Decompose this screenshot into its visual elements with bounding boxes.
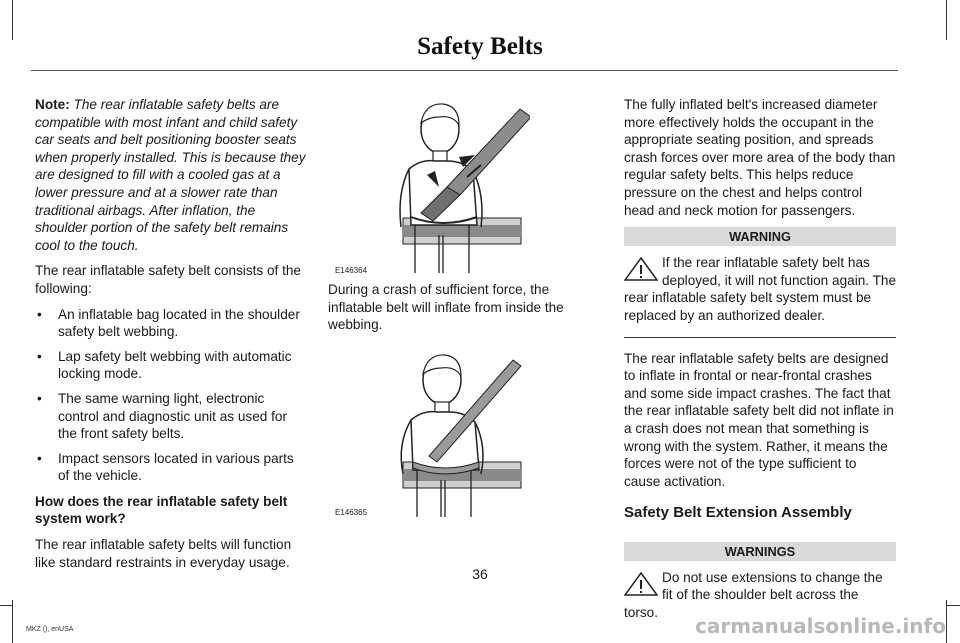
crop-mark <box>946 600 947 643</box>
warnings-text: Do not use extensions to change the fit of the shoulder belt across the torso. <box>624 569 883 621</box>
warning-block <box>624 254 896 324</box>
section-heading: Safety Belt Extension Assembly <box>624 504 852 522</box>
crop-mark <box>946 0 947 40</box>
crash-paragraph: During a crash of sufficient force, the inflatable belt will inflate from inside the webbing. <box>328 282 564 333</box>
warning-heading: WARNING <box>624 227 896 246</box>
page-number: 36 <box>472 566 488 582</box>
watermark: carmanualsonline.info <box>695 614 946 638</box>
figure-code: E146365 <box>335 508 368 517</box>
list-item: • Impact sensors located in various parts of the vehicle. <box>35 450 307 485</box>
crop-mark <box>946 605 960 606</box>
figure-code: E146364 <box>335 266 368 275</box>
warnings-heading: WARNINGS <box>624 542 896 561</box>
child-inflated-belt-illustration <box>335 95 530 275</box>
list-item: • The same warning light, electronic control and diagnostic unit as used for the front safety belts. <box>35 390 307 443</box>
warning-text: If the rear inflatable safety belt has deployed, it will not function again. The rear inflatable safety belt system must be replaced by an authorized dealer. <box>624 255 897 323</box>
question-heading: How does the rear inflatable safety belt system work? <box>35 493 288 527</box>
note-text: The rear inflatable safety belts are compatible with most infant and child safety car seats and belt positioning booster seats when properly installed. This is because they are designed to fill with a cooled gas at a lower pressure and at a slower rate than traditional airbags. After inflation, the shoulder portion of the safety belt remains cool to the touch. <box>35 97 306 253</box>
page-title: Safety Belts <box>417 33 543 60</box>
header-divider <box>31 70 898 71</box>
crop-mark <box>12 0 13 40</box>
crop-mark <box>0 605 12 606</box>
list-item: • An inflatable bag located in the shoulder safety belt webbing. <box>35 306 307 341</box>
warning-divider <box>624 337 896 338</box>
inflation-paragraph: The rear inflatable safety belts are designed to inflate in frontal or near-frontal crashes and some side impact crashes. The fact that the rear inflatable safety belt did not inflate in a crash does not mean that something is wrong with the system. Rather, it means the forces were not of the type sufficient to cause activation. <box>624 350 894 489</box>
child-normal-belt-illustration <box>335 352 530 517</box>
note-paragraph <box>35 96 307 254</box>
list-item: • Lap safety belt webbing with automatic locking mode. <box>35 348 307 383</box>
right-column <box>624 96 896 622</box>
figure-belt-inflated <box>335 95 530 275</box>
warning-triangle-icon <box>624 257 658 281</box>
document-code: MKZ (), enUSA <box>26 626 74 633</box>
note-label: Note: <box>35 97 70 112</box>
figure-belt-worn <box>335 352 530 517</box>
crop-mark <box>12 600 13 643</box>
components-list <box>35 306 307 485</box>
left-column <box>35 96 307 579</box>
diameter-paragraph: The fully inflated belt's increased diameter more effectively holds the occupant in the appropriate seating position, and spreads crash forces over more area of the body than regular safety belts. This helps reduce pressure on the chest and helps control head and neck motion for passengers. <box>624 97 896 218</box>
intro-paragraph: The rear inflatable safety belt consists of the following: <box>35 263 301 296</box>
answer-paragraph: The rear inflatable safety belts will function like standard restraints in everyday usage. <box>35 537 292 570</box>
